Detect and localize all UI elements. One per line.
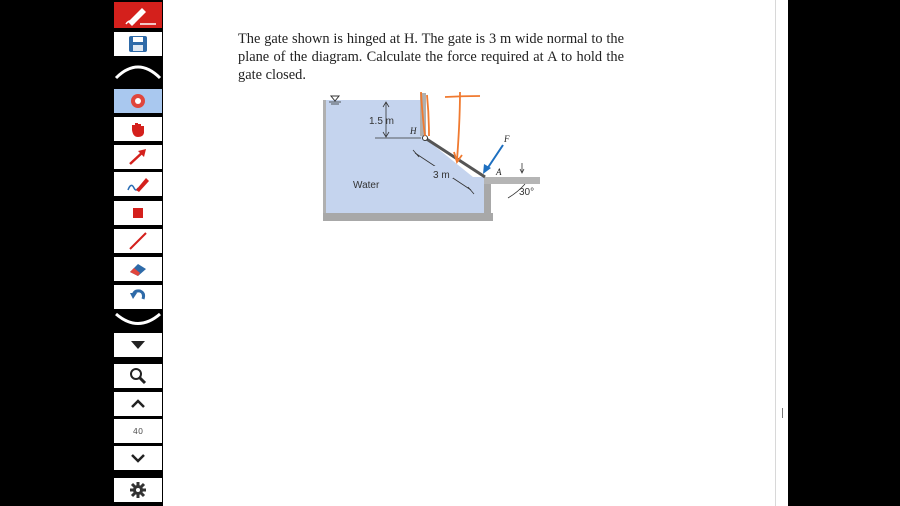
problem-statement: The gate shown is hinged at H. The gate is 3 m wide normal to the plane of the diagram. Calculate the force required at A to hold the gate closed. <box>238 31 624 83</box>
pen-tool-button[interactable] <box>114 2 162 28</box>
scroll-gutter[interactable] <box>775 0 788 506</box>
depth-dimension-label: 1.5 m <box>369 116 395 127</box>
arrow-icon <box>127 147 149 167</box>
page-number: 40 <box>132 426 144 436</box>
gear-icon <box>128 480 148 500</box>
annotation-toolbar <box>113 0 163 506</box>
rectangle-tool-button[interactable] <box>114 201 162 225</box>
pen-icon <box>126 174 150 194</box>
right-letterbox <box>788 0 900 506</box>
left-letterbox <box>0 0 113 506</box>
line-icon <box>127 231 149 251</box>
gate-diagram <box>163 0 775 506</box>
chevron-up-icon <box>129 397 147 411</box>
collapse-down-button[interactable] <box>114 311 162 331</box>
hinge-label: H <box>410 126 417 136</box>
tank-bottom <box>323 213 493 221</box>
eraser-tool-button[interactable] <box>114 257 162 281</box>
undo-button[interactable] <box>114 285 162 309</box>
pen-icon <box>118 4 158 26</box>
zoom-button[interactable] <box>114 364 162 388</box>
rectangle-icon <box>130 205 146 221</box>
gate-length-label: 3 m <box>433 170 450 181</box>
chevron-up-icon <box>114 58 162 80</box>
save-button[interactable] <box>114 32 162 56</box>
dropdown-button[interactable] <box>114 333 162 357</box>
magnifier-icon <box>128 366 148 386</box>
hand-icon <box>128 119 148 139</box>
force-label: F <box>504 134 510 144</box>
freehand-pen-button[interactable] <box>114 172 162 196</box>
caret-down-icon <box>130 339 146 351</box>
hinge-marker <box>423 136 428 141</box>
water-label: Water <box>353 180 380 191</box>
save-icon <box>128 35 148 53</box>
point-a-label: A <box>496 167 502 177</box>
tank-left-wall <box>323 100 326 213</box>
eraser-icon <box>127 260 149 278</box>
page-up-button[interactable] <box>114 392 162 416</box>
collapse-up-button[interactable] <box>114 58 162 80</box>
hand-tool-button[interactable] <box>114 117 162 141</box>
record-icon <box>128 91 148 111</box>
chevron-down-icon <box>114 311 162 331</box>
force-arrow <box>487 145 503 169</box>
record-button[interactable] <box>114 89 162 113</box>
scroll-indicator[interactable] <box>782 408 783 418</box>
arrow-tool-button[interactable] <box>114 145 162 169</box>
undo-icon <box>128 287 148 307</box>
document-page <box>163 0 775 506</box>
page-number-box[interactable] <box>114 419 162 443</box>
angle-label: 30° <box>519 187 535 198</box>
settings-button[interactable] <box>114 478 162 502</box>
line-tool-button[interactable] <box>114 229 162 253</box>
chevron-down-icon <box>129 451 147 465</box>
ledge <box>484 177 540 184</box>
page-down-button[interactable] <box>114 446 162 470</box>
